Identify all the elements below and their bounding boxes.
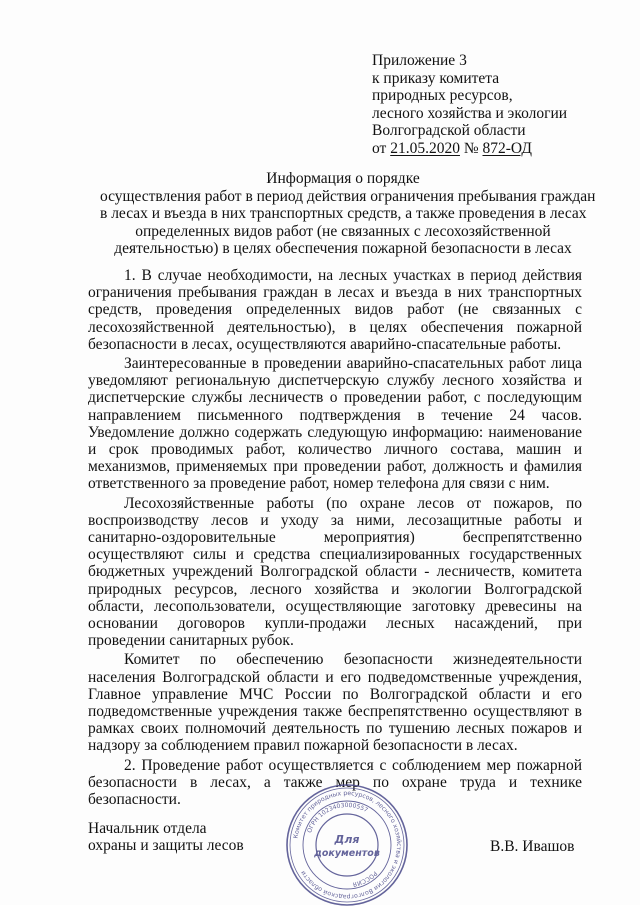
signatory-title-line2: охраны и защиты лесов — [88, 837, 244, 854]
annex-region-line: Волгоградской области — [372, 122, 526, 139]
paragraph-5: 2. Проведение работ осуществляется с соблюдением мер пожарной безопасности в лесах, а также мер по охране труда и технике безопасности. — [88, 756, 582, 809]
stamp-seal — [287, 785, 407, 905]
stamp-code-text: ОГРН 1023403000557 — [306, 801, 369, 834]
annex-committee-line1: природных ресурсов, — [372, 87, 513, 104]
annex-number: Приложение 3 — [372, 52, 467, 69]
title-line-2: осуществления работ в период действия ограничения пребывания граждан — [100, 187, 596, 205]
annex-date-line — [372, 140, 612, 158]
paragraph-3: Лесохозяйственные работы (по охране лесов от пожаров, по воспроизводству лесов и уходу за ними, лесозащитные работы и санитарно-оздоровительные мероприятия) беспрепятственно осуществляют силы и средства специализированных государственных бюджетных учреждений Волгоградской области - лесничеств, комитета природных ресурсов, лесного хозяйства и экологии Волгоградской области, лесопользователи, осуществляющие заготовку древесины на основании договоров купли-продажи лесных насаждений, при проведении санитарных рубок. — [88, 494, 582, 650]
stamp-ring-text: Комитет природных ресурсов, лесного хозяйства и экологии Волгоградской области — [292, 789, 403, 901]
document-title — [100, 170, 596, 258]
signatory-title-line1: Начальник отдела — [88, 820, 207, 837]
stamp-center-line1: Для — [334, 833, 360, 846]
title-line-4: определенных видов работ (не связанных с лесохозяйственной — [135, 222, 551, 240]
title-line-5: деятельностью) в целях обеспечения пожарной безопасности в лесах — [114, 240, 572, 257]
official-stamp — [284, 782, 410, 908]
document-body — [88, 267, 582, 810]
paragraph-4: Комитет по обеспечению безопасности жизнедеятельности населения Волгоградской области и его подведомственные учреждения, Главное управление МЧС России по Волгоградской области и его подведомственные учреждения также беспрепятственно осуществляют в рамках своих полномочий деятельность по тушению лесных пожаров и надзору за соблюдением правил пожарной безопасности в лесах. — [88, 651, 582, 755]
paragraph-1: 1. В случае необходимости, на лесных участках в период действия ограничения пребывания граждан в лесах и въезда в них транспортных средств, проведения определенных видов работ (не связанных с лесохозяйственной деятельностью), в целях обеспечения пожарной безопасности в лесах, осуществляются аварийно-спасательные работы. — [88, 267, 582, 353]
title-line-1: Информация о порядке — [266, 170, 420, 187]
annex-order-line: к приказу комитета — [372, 69, 500, 87]
annex-committee-line2: лесного хозяйства и экологии — [372, 104, 568, 122]
annex-block — [372, 52, 612, 157]
stamp-center-line2: документов — [314, 848, 380, 859]
paragraph-2: Заинтересованные в проведении аварийно-спасательных работ лица уведомляют региональную диспетчерскую службу лесного хозяйства и диспетчерские службы лесничеств о проведении работ, с последующим направлением письменного подтверждения в течение 24 часов. Уведомление должно содержать следующую информацию: наименование и срок проводимых работ, количество личного состава, машин и механизмов, применяемых при проведении работ, должность и фамилия ответственного за проведение работ, номер телефона для связи с ним. — [88, 355, 582, 493]
title-line-3: в лесах и въезда в них транспортных средств, а также проведения в лесах — [100, 205, 587, 222]
order-date: 21.05.2020 — [390, 139, 460, 157]
signatory-name: В.В. Ивашов — [490, 838, 575, 855]
annex-date-prefix: от — [372, 139, 391, 157]
order-number: 872-ОД — [482, 139, 532, 157]
order-number-sign: № — [459, 139, 483, 157]
stamp-bottom-text: РОССИЯ — [352, 869, 379, 888]
signatory-position — [88, 820, 244, 854]
